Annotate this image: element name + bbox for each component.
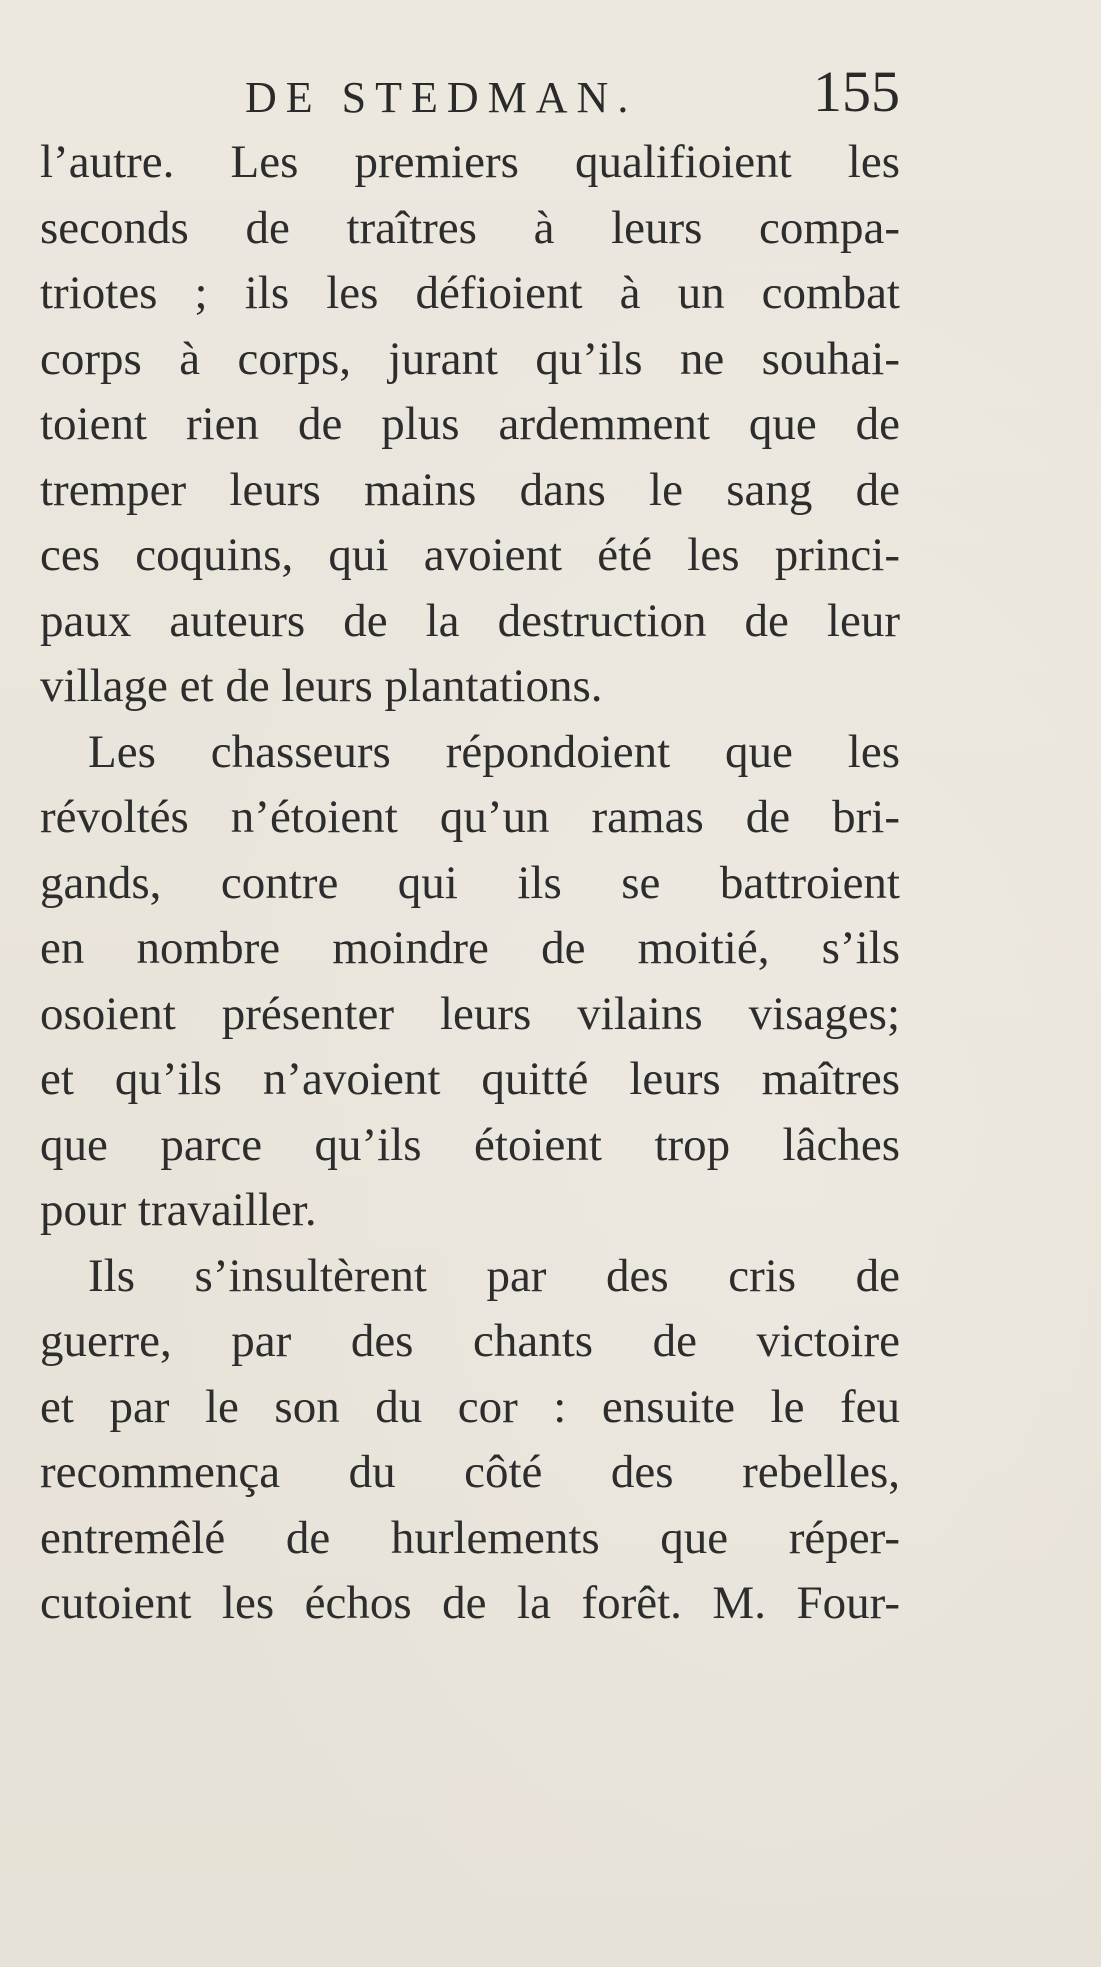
text-line: Les chasseurs répondoient que les — [88, 725, 900, 778]
text-line: pour travailler. — [40, 1184, 317, 1236]
text-line: en nombre moindre de moitié, s’ils — [40, 922, 900, 974]
text-line: que parce qu’ils étoient trop lâches — [40, 1118, 900, 1171]
text-line: recommença du côté des rebelles, — [40, 1446, 900, 1498]
text-line: corps à corps, jurant qu’ils ne souhai- — [40, 332, 900, 385]
page-number: 155 — [813, 59, 900, 124]
text-line: toient rien de plus ardemment que de — [40, 398, 900, 450]
running-title: DE STEDMAN. — [245, 73, 638, 122]
text-line: Ils s’insultèrent par des cris de — [88, 1249, 900, 1302]
text-line: village et de leurs plantations. — [40, 660, 603, 712]
text-line: ces coquins, qui avoient été les princi- — [40, 529, 900, 581]
paragraph-3 — [40, 1244, 900, 1637]
text-line: triotes ; ils les défioient à un combat — [40, 267, 900, 319]
text-line: paux auteurs de la destruction de leur — [40, 594, 900, 647]
text-line: osoient présenter leurs vilains visages; — [40, 987, 900, 1040]
text-line: et par le son du cor : ensuite le feu — [40, 1380, 900, 1433]
text-line: entremêlé de hurlements que réper- — [40, 1511, 900, 1564]
text-line: seconds de traîtres à leurs compa- — [40, 201, 900, 254]
text-line: révoltés n’étoient qu’un ramas de bri- — [40, 791, 900, 843]
paragraph-2 — [40, 720, 900, 1244]
paragraph-1 — [40, 130, 900, 720]
text-line: cutoient les échos de la forêt. M. Four- — [40, 1577, 900, 1629]
text-line: et qu’ils n’avoient quitté leurs maîtres — [40, 1053, 900, 1105]
body-text — [40, 130, 900, 1637]
text-line: l’autre. Les premiers qualifioient les — [40, 136, 900, 188]
text-line: gands, contre qui ils se battroient — [40, 856, 900, 909]
text-line: guerre, par des chants de victoire — [40, 1315, 900, 1367]
running-head — [40, 59, 900, 128]
text-line: tremper leurs mains dans le sang de — [40, 463, 900, 516]
